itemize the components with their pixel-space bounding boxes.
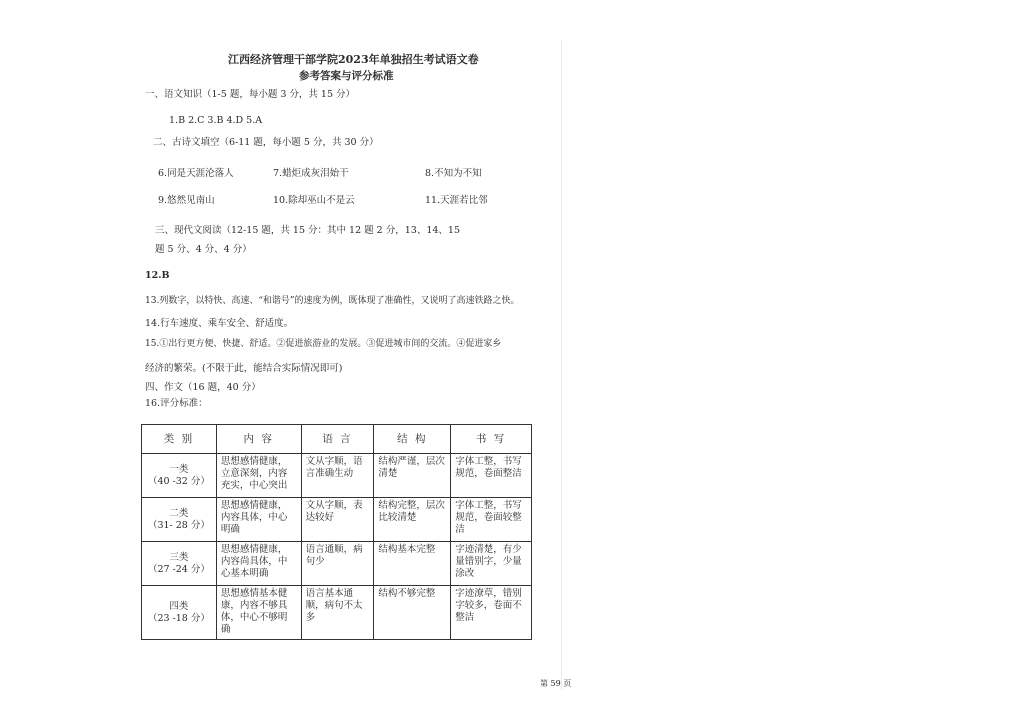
writing-cell: 字迹清楚，有少量错别字，少量涂改: [451, 542, 532, 586]
header-writing: 书 写: [451, 425, 532, 454]
table-row: [142, 586, 532, 640]
table-row: [142, 542, 532, 586]
header-structure: 结 构: [374, 425, 451, 454]
writing-cell: 字体工整，书写规范，卷面较整洁: [451, 498, 532, 542]
table-row: [142, 498, 532, 542]
answer-7: 7.蜡炬成灰泪始干: [273, 168, 349, 179]
writing-cell: 字体工整，书写规范，卷面整洁: [451, 454, 532, 498]
structure-cell: 结构严谨，层次清楚: [374, 454, 451, 498]
score-range: （23 -18 分）: [147, 612, 210, 624]
answer-6: 6.同是天涯沦落人: [158, 168, 234, 179]
category-label: 一类: [169, 463, 189, 475]
answer-15-line1: 15.①出行更方便、快捷、舒适。②促进旅游业的发展。③促进城市间的交流。④促进家乡: [145, 339, 502, 349]
header-content: 内 容: [216, 425, 301, 454]
table-row: [142, 454, 532, 498]
table-header-row: [142, 425, 532, 454]
answer-10: 10.除却巫山不是云: [273, 195, 355, 206]
writing-cell: 字迹潦草，错别字较多，卷面不整洁: [451, 586, 532, 640]
section-1-heading: 一、语文知识（1-5 题，每小题 3 分，共 15 分）: [145, 89, 356, 100]
structure-cell: 结构不够完整: [374, 586, 451, 640]
answer-9: 9.悠然见南山: [158, 195, 215, 206]
category-cell: [142, 542, 217, 586]
essay-scoring-table: [141, 424, 532, 640]
section-2-heading: 二、古诗文填空（6-11 题，每小题 5 分，共 30 分）: [153, 137, 379, 148]
language-cell: 文从字顺，表达较好: [301, 498, 374, 542]
structure-cell: 结构基本完整: [374, 542, 451, 586]
score-range: （40 -32 分）: [147, 475, 210, 487]
answer-13: 13.列数字，以特快、高速、“和谐号”的速度为例，既体现了准确性，又说明了高速铁路之快。: [145, 296, 520, 306]
header-language: 语 言: [301, 425, 374, 454]
score-range: （27 -24 分）: [147, 563, 210, 575]
category-label: 四类: [169, 600, 189, 612]
answer-8: 8.不知为不知: [425, 168, 482, 179]
content-cell: 思想感情健康，立意深刻，内容充实，中心突出: [216, 454, 301, 498]
section-1-answers: 1.B 2.C 3.B 4.D 5.A: [169, 115, 263, 126]
score-range: （31- 28 分）: [147, 519, 210, 531]
answer-14: 14.行车速度、乘车安全、舒适度。: [145, 318, 294, 329]
document-subtitle: 参考答案与评分标准: [299, 70, 394, 82]
language-cell: 语言基本通顺，病句不太多: [301, 586, 374, 640]
structure-cell: 结构完整，层次比较清楚: [374, 498, 451, 542]
answer-15-line2: 经济的繁荣。(不限于此，能结合实际情况即可): [145, 363, 343, 374]
page-fold-line: [561, 40, 562, 690]
language-cell: 语言通顺，病句少: [301, 542, 374, 586]
answer-11: 11.天涯若比邻: [425, 195, 488, 206]
document-title: 江西经济管理干部学院2023年单独招生考试语文卷: [228, 53, 479, 66]
content-cell: 思想感情健康，内容具体，中心明确: [216, 498, 301, 542]
category-cell: [142, 498, 217, 542]
category-label: 二类: [169, 507, 189, 519]
category-cell: [142, 454, 217, 498]
section-4-heading: 四、作文（16 题，40 分）: [145, 382, 261, 393]
section-4-subheading: 16.评分标准：: [145, 398, 208, 409]
content-cell: 思想感情基本健康，内容不够具体，中心不够明确: [216, 586, 301, 640]
page-number: 第 59 页: [540, 679, 572, 688]
category-label: 三类: [169, 551, 189, 563]
category-cell: [142, 586, 217, 640]
answer-12: 12.B: [145, 270, 170, 281]
header-category: 类 别: [142, 425, 217, 454]
language-cell: 文从字顺，语言准确生动: [301, 454, 374, 498]
content-cell: 思想感情健康，内容尚具体，中心基本明确: [216, 542, 301, 586]
section-3-heading-line2: 题 5 分、4 分、4 分）: [155, 244, 252, 255]
section-3-heading-line1: 三、现代文阅读（12-15 题，共 15 分：其中 12 题 2 分，13、14、15: [155, 225, 461, 236]
